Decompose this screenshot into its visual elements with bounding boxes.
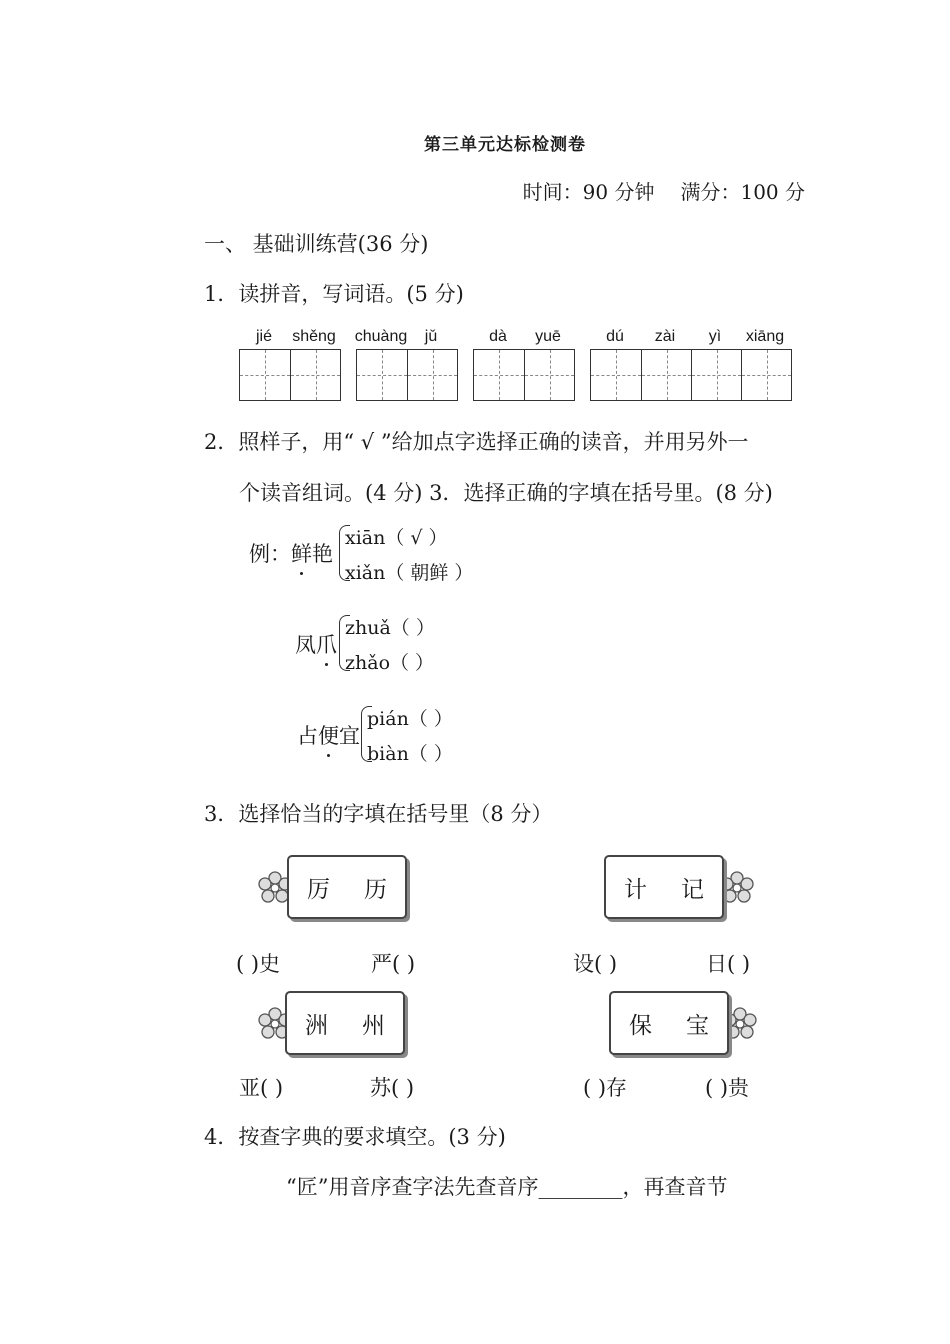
item-2-option-1[interactable]: pián（ ）: [367, 708, 453, 730]
char-card-4: [609, 991, 729, 1055]
card-char: 州: [362, 1012, 385, 1039]
example-word: 例：鲜艳: [249, 538, 333, 568]
fill-blank[interactable]: 设( ): [573, 952, 618, 976]
fill-blank[interactable]: 严( ): [371, 952, 416, 976]
pinyin: dà: [489, 328, 507, 345]
example-option-1: xiān（ √ ）: [345, 527, 448, 549]
item-word-2: 占便宜: [297, 720, 360, 750]
fill-blank[interactable]: 亚( ): [239, 1076, 284, 1100]
dotted-char: 便: [318, 720, 339, 750]
exam-meta: [523, 176, 805, 205]
fill-blank[interactable]: ( )史: [236, 952, 281, 976]
pinyin: zài: [654, 328, 676, 345]
time-limit: 时间：90 分钟: [522, 180, 655, 204]
pinyin: yuē: [535, 328, 561, 345]
pinyin: dú: [606, 328, 624, 345]
fill-blank[interactable]: ( )存: [583, 1076, 628, 1100]
section-heading: 一、 基础训练营(36 分): [204, 232, 429, 256]
card-char: 洲: [305, 1012, 328, 1039]
question-4-line-1: “匠”用音序查字法先查音序________，再查音节: [286, 1175, 728, 1199]
pinyin: jié: [255, 328, 272, 345]
question-2-line-1: 2．照样子，用“ √ ”给加点字选择正确的读音，并用另外一: [204, 430, 749, 454]
pinyin: chuàng: [354, 328, 408, 345]
fill-blank[interactable]: ( )贵: [705, 1076, 750, 1100]
item-1-option-1[interactable]: zhuǎ（ ）: [345, 617, 435, 639]
writing-grid[interactable]: [239, 349, 341, 401]
dotted-char: 鲜: [291, 538, 312, 568]
card-char: 保: [629, 1012, 652, 1039]
writing-grid[interactable]: [473, 349, 575, 401]
dotted-char: 爪: [316, 629, 337, 659]
question-4-label: 4．按查字典的要求填空。(3 分): [204, 1125, 506, 1149]
item-word-1: 凤爪: [295, 629, 337, 659]
pinyin: jǔ: [424, 328, 438, 345]
card-char: 宝: [686, 1012, 709, 1039]
card-char: 历: [364, 876, 387, 903]
writing-grid[interactable]: [590, 349, 792, 401]
item-1-option-2[interactable]: zhǎo（ ）: [345, 652, 435, 674]
question-1-label: 1．读拼音，写词语。(5 分): [204, 282, 464, 306]
card-char: 记: [681, 876, 704, 903]
char-card-3: [285, 991, 405, 1055]
char-card-1: [287, 855, 407, 919]
pinyin: shěng: [292, 328, 336, 345]
question-2-line-2: 个读音组词。(4 分) 3．选择正确的字填在括号里。(8 分): [239, 481, 773, 505]
flower-icon: [720, 871, 754, 905]
char-card-2: [604, 855, 724, 919]
pinyin: yì: [708, 328, 722, 345]
example-option-2: xiǎn（ 朝鲜 ）: [345, 562, 474, 584]
question-3-label: 3．选择恰当的字填在括号里（8 分）: [204, 802, 553, 826]
pinyin: xiāng: [745, 328, 785, 345]
full-score: 满分：100 分: [680, 180, 805, 204]
card-char: 计: [624, 876, 647, 903]
fill-blank[interactable]: 日( ): [706, 952, 751, 976]
fill-blank[interactable]: 苏( ): [370, 1076, 415, 1100]
item-2-option-2[interactable]: biàn（ ）: [367, 743, 453, 765]
writing-grid[interactable]: [356, 349, 458, 401]
card-char: 厉: [307, 876, 330, 903]
page-title: 第三单元达标检测卷: [424, 135, 586, 155]
